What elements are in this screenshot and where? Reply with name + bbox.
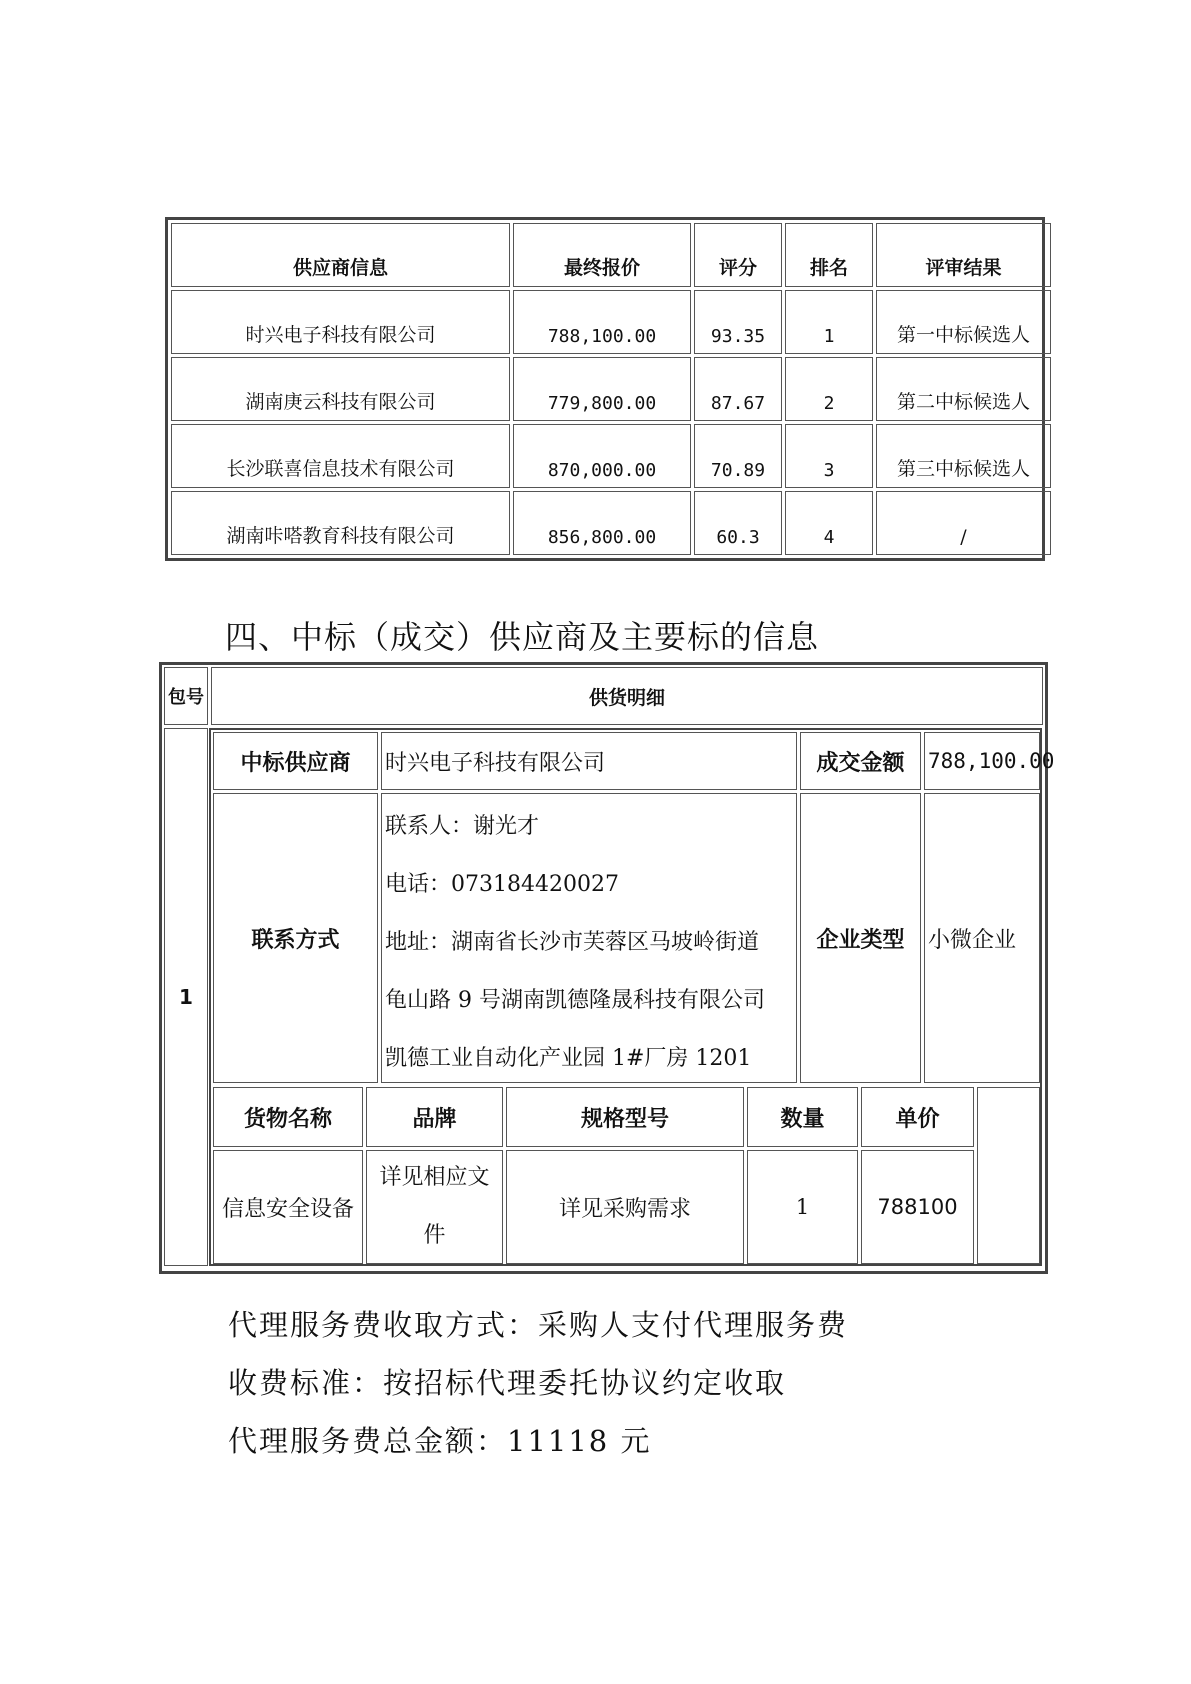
rank-cell: 1 <box>785 290 873 354</box>
column-header: 评审结果 <box>876 223 1051 287</box>
package-label: 包号 <box>164 667 208 725</box>
rank-cell: 2 <box>785 357 873 421</box>
column-header: 排名 <box>785 223 873 287</box>
score-cell: 93.35 <box>694 290 782 354</box>
score-cell: 87.67 <box>694 357 782 421</box>
result-cell: / <box>876 491 1051 555</box>
table-row <box>171 290 1051 354</box>
score-cell: 60.3 <box>694 491 782 555</box>
score-cell: 70.89 <box>694 424 782 488</box>
section-heading: 四、中标（成交）供应商及主要标的信息 <box>225 618 820 656</box>
supply-details <box>209 728 1055 1266</box>
goods-spec: 详见采购需求 <box>506 1150 744 1264</box>
table-header-row <box>171 223 1051 287</box>
supplier-cell: 长沙联喜信息技术有限公司 <box>171 424 510 488</box>
goods-brand-line: 件 <box>423 1223 446 1248</box>
result-cell: 第三中标候选人 <box>876 424 1051 488</box>
goods-quantity: 1 <box>747 1150 858 1264</box>
contact-details <box>381 793 797 1083</box>
price-cell: 788,100.00 <box>513 290 691 354</box>
goods-header: 单价 <box>861 1087 974 1147</box>
goods-name: 信息安全设备 <box>213 1150 363 1264</box>
amount-value: 788,100.00 <box>924 732 1040 790</box>
enterprise-type-value: 小微企业 <box>924 793 1040 1083</box>
package-number: 1 <box>164 728 208 1266</box>
contact-address-line: 地址：湖南省长沙市芙蓉区马坡岭街道 <box>385 930 760 955</box>
table-row <box>171 357 1051 421</box>
column-header: 最终报价 <box>513 223 691 287</box>
goods-header: 货物名称 <box>213 1087 363 1147</box>
goods-header: 数量 <box>747 1087 858 1147</box>
supplier-cell: 湖南庚云科技有限公司 <box>171 357 510 421</box>
contact-address-line: 凯德工业自动化产业园 1#厂房 1201 <box>385 1046 752 1071</box>
fee-standard: 收费标准：按招标代理委托协议约定收取 <box>228 1366 787 1400</box>
price-cell: 870,000.00 <box>513 424 691 488</box>
award-table <box>159 662 1055 1274</box>
enterprise-type-label: 企业类型 <box>800 793 921 1083</box>
contact-phone: 电话：073184420027 <box>385 872 619 897</box>
supplier-cell: 湖南咔嗒教育科技有限公司 <box>171 491 510 555</box>
contact-person: 联系人：谢光才 <box>385 814 540 839</box>
evaluation-table <box>165 217 1045 561</box>
table-row <box>171 424 1051 488</box>
goods-brand <box>366 1150 503 1264</box>
column-header: 评分 <box>694 223 782 287</box>
result-cell: 第二中标候选人 <box>876 357 1051 421</box>
price-cell: 856,800.00 <box>513 491 691 555</box>
price-cell: 779,800.00 <box>513 357 691 421</box>
goods-brand-line: 详见相应文 <box>379 1165 490 1190</box>
contact-label: 联系方式 <box>213 793 378 1083</box>
fee-total: 代理服务费总金额：11118 元 <box>228 1424 652 1458</box>
detail-label: 供货明细 <box>211 667 1043 725</box>
column-header: 供应商信息 <box>171 223 510 287</box>
rank-cell: 3 <box>785 424 873 488</box>
goods-header: 规格型号 <box>506 1087 744 1147</box>
fee-method: 代理服务费收取方式：采购人支付代理服务费 <box>228 1308 849 1342</box>
supplier-name: 时兴电子科技有限公司 <box>381 732 797 790</box>
rank-cell: 4 <box>785 491 873 555</box>
table-row <box>171 491 1051 555</box>
result-cell: 第一中标候选人 <box>876 290 1051 354</box>
goods-unit-price: 788100 <box>861 1150 974 1264</box>
goods-header: 品牌 <box>366 1087 503 1147</box>
amount-label: 成交金额 <box>800 732 921 790</box>
supplier-cell: 时兴电子科技有限公司 <box>171 290 510 354</box>
empty-cell <box>977 1087 1040 1264</box>
contact-address-line: 龟山路 9 号湖南凯德隆晟科技有限公司 <box>385 988 765 1013</box>
supplier-label: 中标供应商 <box>213 732 378 790</box>
